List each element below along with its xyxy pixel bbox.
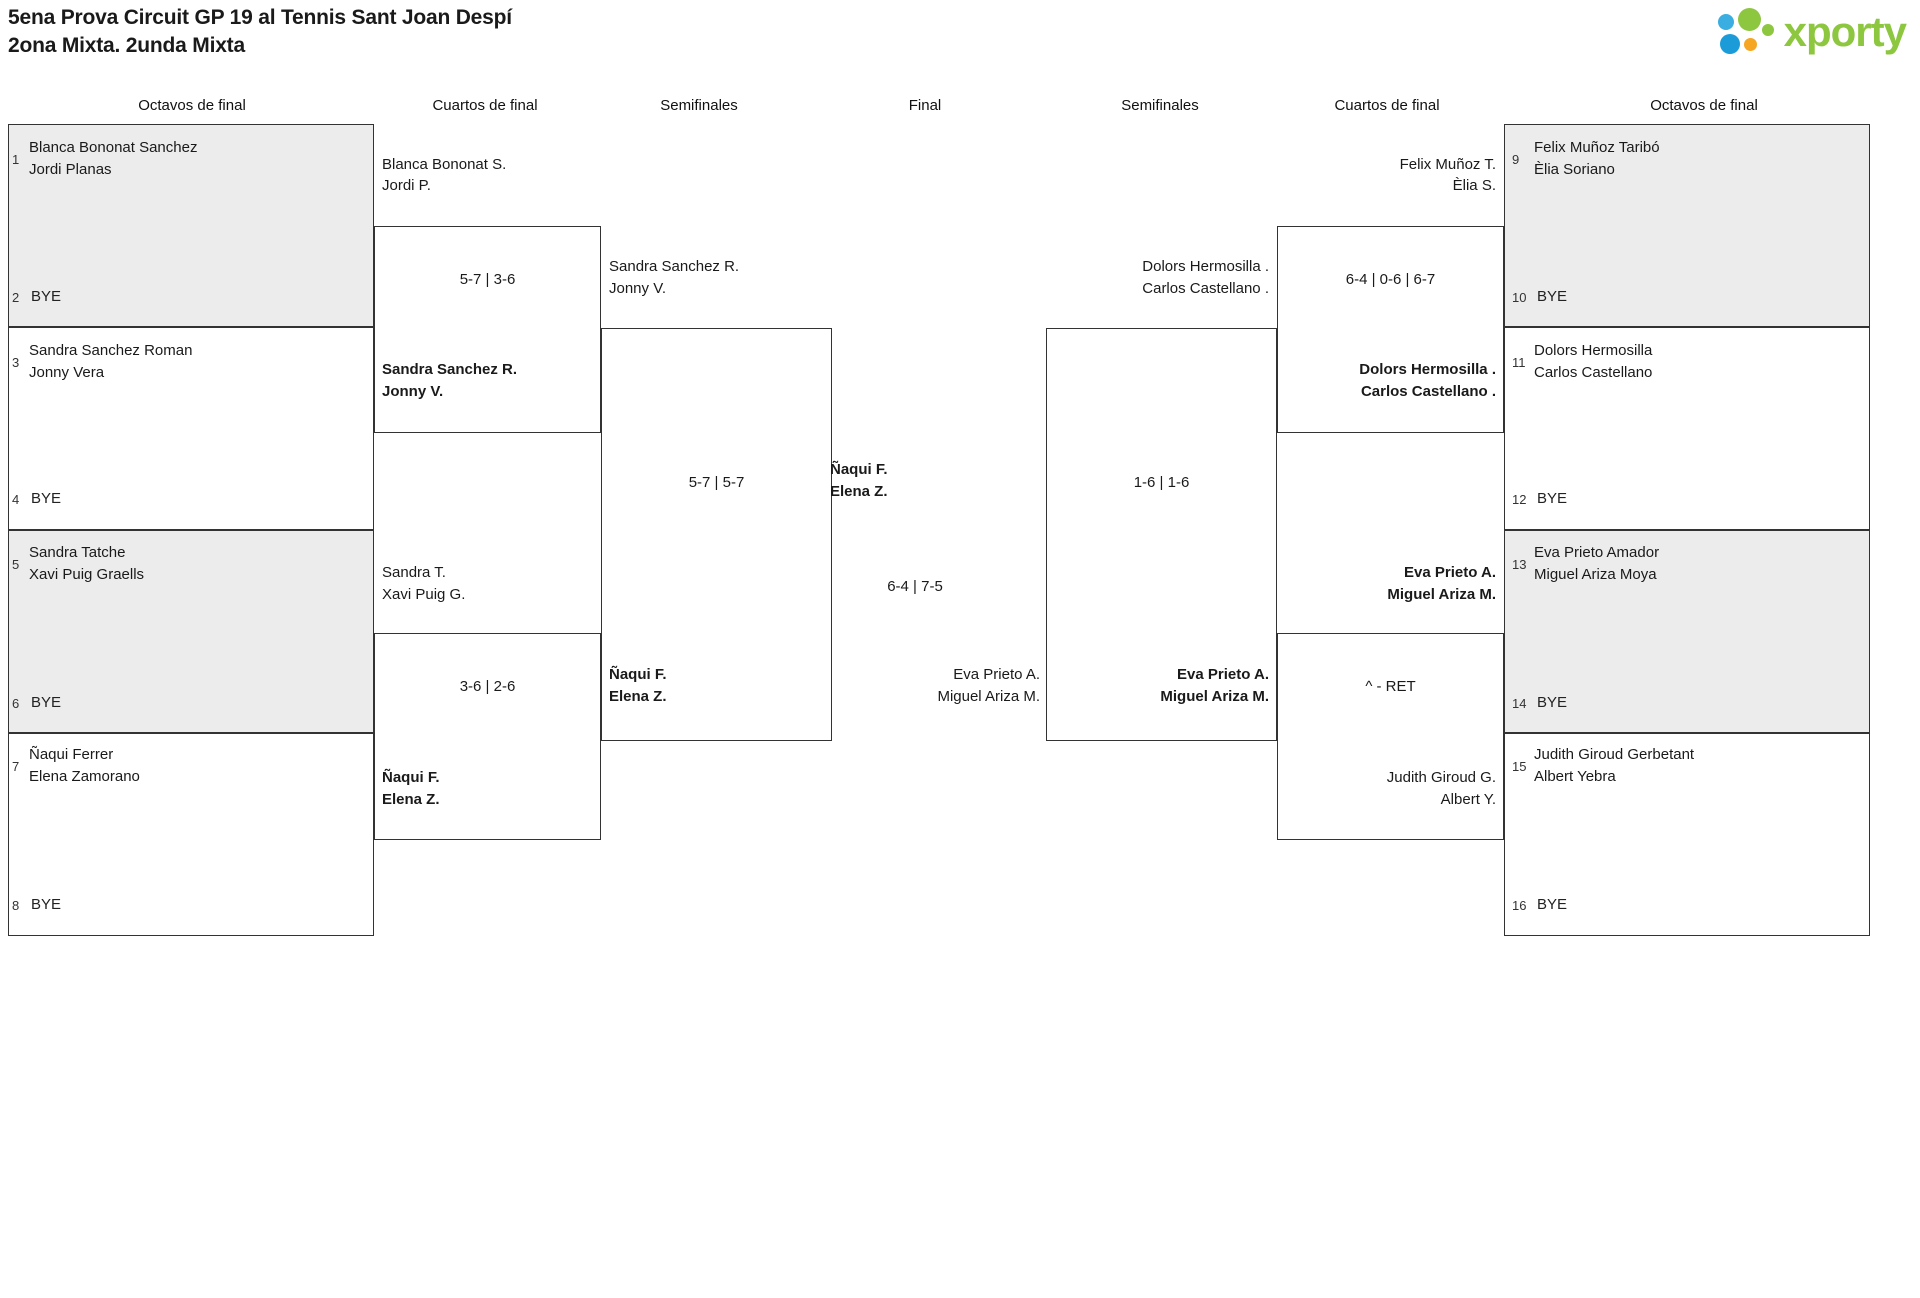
seed-number: 14 [1512, 696, 1527, 711]
player-name: Ñaqui Ferrer [29, 746, 114, 763]
seed-number: 1 [12, 152, 20, 167]
player-name: Carlos Castellano . [1142, 280, 1269, 297]
player-name: Albert Yebra [1534, 768, 1616, 785]
player-name: Felix Muñoz Taribó [1534, 139, 1660, 156]
tournament-subtitle: 2ona Mixta. 2unda Mixta [8, 34, 245, 57]
player-name: Elena Z. [609, 688, 667, 705]
player-name: Jonny Vera [29, 364, 105, 381]
seed-number: 5 [12, 557, 20, 572]
player-name: Sandra T. [382, 564, 446, 581]
round-header-right-qf: Cuartos de final [1334, 97, 1440, 114]
round-header-final: Final [908, 97, 942, 114]
bye-label: BYE [31, 694, 62, 711]
logo-dots-icon [1718, 8, 1774, 56]
player-name: Eva Prieto Amador [1534, 544, 1660, 561]
player-name: Dolors Hermosilla . [1142, 258, 1269, 275]
player-name: Judith Giroud G. [1386, 769, 1496, 786]
round-header-right-sf: Semifinales [1121, 97, 1199, 114]
player-name: Eva Prieto A. [1404, 564, 1496, 581]
match-score: 1-6 | 1-6 [1133, 474, 1190, 491]
player-name: Ñaqui F. [609, 666, 667, 683]
tournament-title: 5ena Prova Circuit GP 19 al Tennis Sant Joan Despí [8, 6, 512, 29]
player-name: Xavi Puig Graells [29, 566, 145, 583]
logo-wordmark: xporty [1783, 8, 1906, 55]
player-name: Carlos Castellano . [1360, 383, 1496, 400]
player-name: Albert Y. [1440, 791, 1496, 808]
bracket-match-qf-right-1[interactable] [1277, 226, 1504, 433]
match-score: 5-7 | 5-7 [688, 474, 745, 491]
player-name: Jonny V. [382, 383, 444, 400]
player-name: Miguel Ariza M. [1387, 586, 1496, 603]
player-name: Blanca Bononat Sanchez [29, 139, 198, 156]
player-name: Elena Z. [830, 483, 888, 500]
player-name: Jordi Planas [29, 161, 112, 178]
player-name: Blanca Bononat S. [382, 156, 507, 173]
match-score: 6-4 | 7-5 [887, 578, 943, 595]
seed-number: 9 [1512, 152, 1520, 167]
player-name: Xavi Puig G. [382, 586, 466, 603]
player-name: Dolors Hermosilla . [1359, 361, 1496, 378]
bye-label: BYE [31, 288, 62, 305]
xporty-logo [1718, 8, 1906, 56]
player-name: Sandra Sanchez Roman [29, 342, 193, 359]
bye-label: BYE [1537, 694, 1568, 711]
player-name: Miguel Ariza Moya [1534, 566, 1657, 583]
bracket-match-qf-left-1[interactable] [374, 226, 601, 433]
page-title [8, 4, 512, 60]
player-name: Jonny V. [609, 280, 666, 297]
bye-label: BYE [31, 896, 62, 913]
player-name: Èlia S. [1452, 177, 1496, 194]
player-name: Eva Prieto A. [953, 666, 1040, 683]
match-score: ^ - RET [1365, 678, 1416, 695]
round-header-left-r16: Octavos de final [138, 97, 246, 114]
seed-number: 13 [1512, 557, 1527, 572]
seed-number: 16 [1512, 898, 1527, 913]
seed-number: 11 [1512, 355, 1526, 370]
seed-number: 2 [12, 290, 20, 305]
round-header-left-qf: Cuartos de final [432, 97, 538, 114]
round-header-left-sf: Semifinales [660, 97, 738, 114]
player-name: Eva Prieto A. [1177, 666, 1269, 683]
round-header-right-r16: Octavos de final [1650, 97, 1758, 114]
bye-label: BYE [31, 490, 62, 507]
match-score: 3-6 | 2-6 [459, 678, 516, 695]
player-name: Jordi P. [382, 177, 431, 194]
match-score: 5-7 | 3-6 [459, 271, 516, 288]
bye-label: BYE [1537, 288, 1568, 305]
player-name: Sandra Sanchez R. [609, 258, 740, 275]
player-name: Elena Zamorano [29, 768, 140, 785]
bye-label: BYE [1537, 896, 1568, 913]
player-name: Dolors Hermosilla [1534, 342, 1653, 359]
seed-number: 7 [12, 759, 20, 774]
player-name: Èlia Soriano [1534, 161, 1615, 178]
match-score: 6-4 | 0-6 | 6-7 [1345, 271, 1436, 288]
seed-number: 15 [1512, 759, 1527, 774]
seed-number: 12 [1512, 492, 1527, 507]
player-name: Miguel Ariza M. [1160, 688, 1269, 705]
seed-number: 4 [12, 492, 20, 507]
seed-number: 10 [1512, 290, 1527, 305]
player-name: Felix Muñoz T. [1399, 156, 1496, 173]
player-name: Ñaqui F. [382, 769, 440, 786]
player-name: Sandra Tatche [29, 544, 126, 561]
player-name: Carlos Castellano [1534, 364, 1653, 381]
player-name: Judith Giroud Gerbetant [1534, 746, 1695, 763]
seed-number: 3 [12, 355, 20, 370]
seed-number: 8 [12, 898, 20, 913]
player-name: Miguel Ariza M. [937, 688, 1040, 705]
player-name: Elena Z. [382, 791, 440, 808]
seed-number: 6 [12, 696, 20, 711]
bye-label: BYE [1537, 490, 1568, 507]
player-name: Ñaqui F. [830, 461, 888, 478]
player-name: Sandra Sanchez R. [382, 361, 518, 378]
